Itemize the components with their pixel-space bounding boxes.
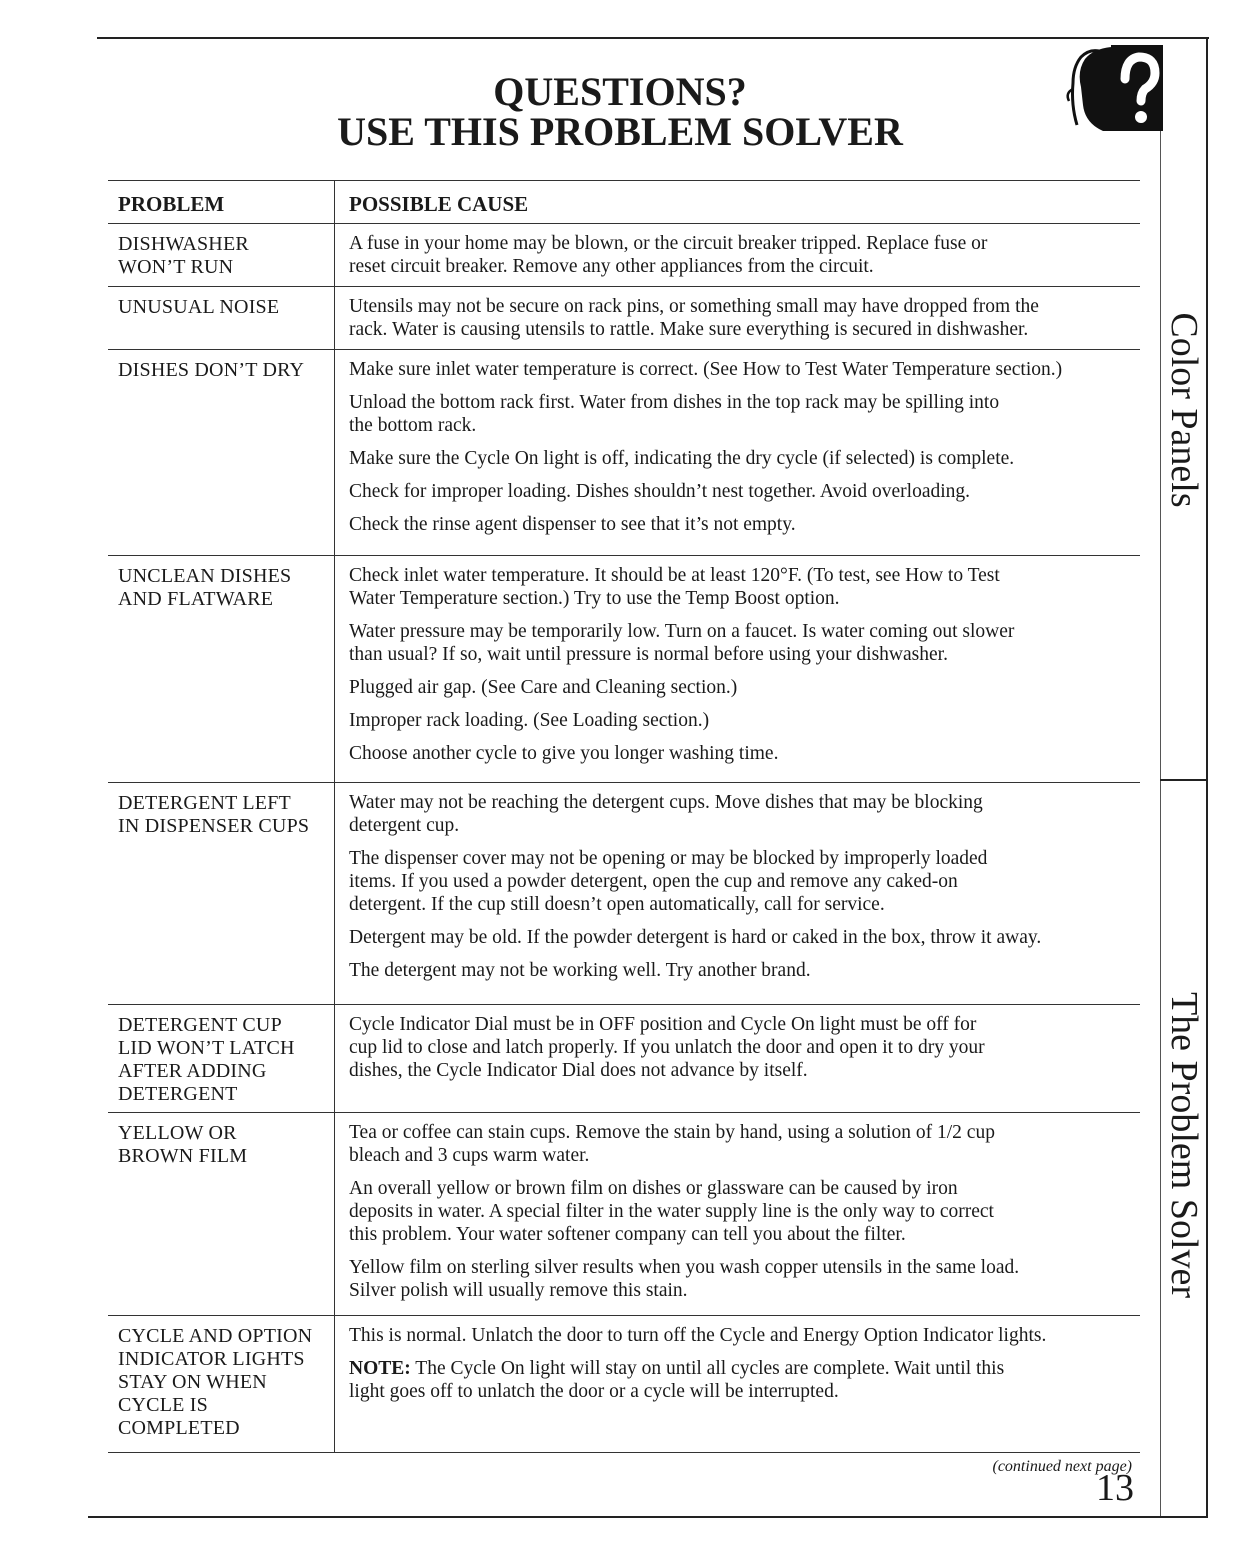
cause-cell	[334, 1316, 1140, 1452]
problem-solver-table	[108, 180, 1140, 1453]
cause-item: The dispenser cover may not be opening or may be blocked by improperly loaded items. If you used a powder detergent, open the cup and remove any caked-on detergent. If the cup still doesn’t open automatically, call for service.	[349, 848, 988, 915]
note-item	[349, 1357, 1140, 1403]
side-tab-divider	[1160, 779, 1206, 781]
cause-item: Choose another cycle to give you longer washing time.	[349, 743, 779, 764]
table-row	[108, 783, 1140, 1005]
cause-item: Check the rinse agent dispenser to see that it’s not empty.	[349, 514, 796, 535]
cause-item: Make sure inlet water temperature is correct. (See How to Test Water Temperature section.)	[349, 359, 1063, 380]
problem-cell: DETERGENT LEFT IN DISPENSER CUPS	[118, 792, 310, 837]
side-tab-problem-solver: The Problem Solver	[1163, 991, 1205, 1299]
table-row	[108, 1316, 1140, 1453]
side-tab-color-panels: Color Panels	[1163, 312, 1205, 508]
cause-cell	[334, 556, 1140, 782]
cause-item: A fuse in your home may be blown, or the circuit breaker tripped. Replace fuse or reset circuit breaker. Remove any other appliances from the circuit.	[349, 233, 988, 277]
note-label: NOTE:	[349, 1358, 411, 1379]
page-right-border	[1206, 37, 1208, 1517]
title-line-2: USE THIS PROBLEM SOLVER	[337, 109, 903, 154]
problem-cell: DISHWASHER WON’T RUN	[118, 233, 249, 278]
cause-cell	[334, 224, 1140, 286]
side-tab-border	[1160, 130, 1161, 1517]
cause-item: This is normal. Unlatch the door to turn off the Cycle and Energy Option Indicator lights.	[349, 1325, 1047, 1346]
problem-cell: YELLOW OR BROWN FILM	[118, 1122, 248, 1167]
table-row	[108, 350, 1140, 556]
table-row	[108, 224, 1140, 287]
cause-item: Plugged air gap. (See Care and Cleaning section.)	[349, 677, 738, 698]
cause-item: Tea or coffee can stain cups. Remove the stain by hand, using a solution of 1/2 cup bleach and 3 cups warm water.	[349, 1122, 995, 1166]
cause-item: Improper rack loading. (See Loading section.)	[349, 710, 710, 731]
cause-item: Water pressure may be temporarily low. Turn on a faucet. Is water coming out slower than usual? If so, wait until pressure is normal before using your dishwasher.	[349, 621, 1015, 665]
cause-cell	[334, 287, 1140, 349]
continued-note: (continued next page)	[992, 1458, 1132, 1475]
header-possible-cause: POSSIBLE CAUSE	[334, 181, 1140, 223]
table-row	[108, 556, 1140, 783]
header-problem: PROBLEM	[118, 192, 225, 216]
table-row	[108, 1113, 1140, 1316]
cause-item: Make sure the Cycle On light is off, indicating the dry cycle (if selected) is complete.	[349, 448, 1015, 469]
title-line-1: QUESTIONS?	[493, 69, 747, 114]
table-row	[108, 1005, 1140, 1113]
table-header	[108, 180, 1140, 224]
cause-cell	[334, 783, 1140, 1004]
cause-item: The detergent may not be working well. Try another brand.	[349, 960, 811, 981]
top-rule	[97, 37, 1209, 39]
problem-cell: DETERGENT CUP LID WON’T LATCH AFTER ADDING DETERGENT	[118, 1014, 295, 1105]
page-number: 13	[1096, 1467, 1134, 1509]
cause-item: Unload the bottom rack first. Water from dishes in the top rack may be spilling into the bottom rack.	[349, 392, 1000, 436]
table-row	[108, 287, 1140, 350]
cause-item: Utensils may not be secure on rack pins, or something small may have dropped from the rack. Water is causing utensils to rattle. Make sure everything is secured in dishwasher.	[349, 296, 1039, 340]
cause-item: Cycle Indicator Dial must be in OFF position and Cycle On light must be off for cup lid to close and latch properly. If you unlatch the door and open it to dry your dishes, the Cycle Indicator Dial does not advance by itself.	[349, 1014, 985, 1081]
cause-item: Detergent may be old. If the powder detergent is hard or caked in the box, throw it away.	[349, 927, 1042, 948]
problem-cell: UNUSUAL NOISE	[118, 296, 280, 318]
problem-cell: UNCLEAN DISHES AND FLATWARE	[118, 565, 292, 610]
table-body	[108, 224, 1140, 1453]
cause-cell	[334, 1113, 1140, 1315]
cause-item: Water may not be reaching the detergent cups. Move dishes that may be blocking detergent cup.	[349, 792, 983, 836]
note-text: The Cycle On light will stay on until all cycles are complete. Wait until this light goes off to unlatch the door or a cycle will be interrupted.	[349, 1358, 1005, 1402]
cause-item: Check for improper loading. Dishes shouldn’t nest together. Avoid overloading.	[349, 481, 971, 502]
problem-cell: DISHES DON’T DRY	[118, 359, 305, 381]
bottom-rule	[88, 1516, 1208, 1518]
question-person-icon	[1063, 45, 1163, 131]
cause-item: Check inlet water temperature. It should be at least 120°F. (To test, see How to Test Water Temperature section.) Try to use the Temp Boost option.	[349, 565, 1000, 609]
page-title	[300, 69, 940, 154]
cause-item: Yellow film on sterling silver results when you wash copper utensils in the same load. Silver polish will usually remove this stain.	[349, 1257, 1020, 1301]
cause-cell	[334, 1005, 1140, 1112]
cause-cell	[334, 350, 1140, 555]
problem-cell: CYCLE AND OPTION INDICATOR LIGHTS STAY ON WHEN CYCLE IS COMPLETED	[118, 1325, 313, 1439]
cause-item: An overall yellow or brown film on dishes or glassware can be caused by iron deposits in water. A special filter in the water supply line is the only way to correct this problem. Your water softener company can tell you about the filter.	[349, 1178, 994, 1245]
